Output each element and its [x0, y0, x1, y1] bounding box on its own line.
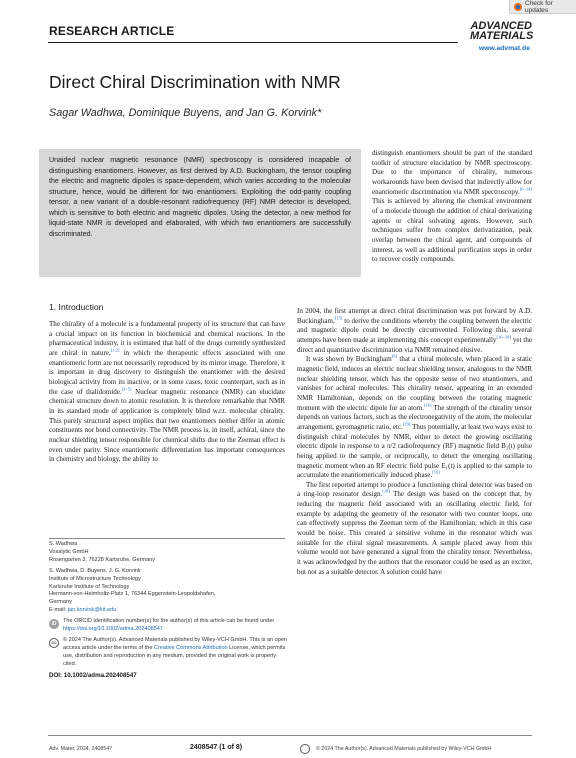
orcid-note: iD The ORCID identification number(s) for the author(s) of this article can be found under https://doi.org/10.1002/adma.202408547: [49, 618, 289, 634]
section-heading-introduction: 1. Introduction: [49, 302, 104, 312]
journal-url-link[interactable]: www.advmat.de: [478, 45, 530, 52]
article-title: Direct Chiral Discrimination with NMR: [49, 72, 341, 92]
citation-link[interactable]: [15]: [334, 315, 343, 321]
right-column-top: [372, 149, 532, 265]
footer-citation: Adv. Mater. 2024, 2408547: [49, 746, 113, 752]
footnote-divider: [49, 538, 285, 539]
copyright-note: cc © 2024 The Author(s). Advanced Materials published by Wiley-VCH GmbH. This is an open access article under the terms of the Creative Commons Attribution License, which permits use, distribution and reproduction in any medium, provided the original work is properly cited.: [49, 637, 289, 669]
intro-paragraph: The chirality of a molecule is a fundamental property of its structure that can have a crucial impact on its function in biochemical and chemical reactions. In the pharmaceutical industry, it is estimated that half of the drugs currently synthesized are chiral in nature,[1,2] in which the therapeutic effects associated with one enantiomeric form are not necessarily reproduced by its mirror image. Therefore, it is important in drug discovery to distinguish the enantiomer with the desired biological activity from its inactive, or in some cases, toxic counterpart, such as in the case of thalidomide.[3–5] Nuclear magnetic resonance (NMR) can elucidate chemical structure down to atomic resolution. It is therefore remarkable that NMR in its standard mode of application is completely blind w.r.t. molecular chirality. This purely structural aspect implies that two enantiomers neither differ in atomic constituents nor bond connectivity. The NMR process is, in itself, achiral, since the nuclear shielding tensor responsible for chemical shifts due to the Zeeman effect is even under parity. Since enantiomeric differentiation has important consequences in chemistry and biology, the ability to: [49, 320, 285, 464]
email-link[interactable]: jan.korvink@kit.edu: [67, 607, 117, 614]
affiliation-1: S. Wadhwa Voxalytic GmbH Rosengarten 3, 76228 Karlsruhe, Germany: [49, 541, 156, 563]
author-list: Sagar Wadhwa, Dominique Buyens, and Jan G. Korvink*: [49, 107, 322, 119]
journal-logo: [470, 22, 532, 41]
footer-divider: [48, 735, 532, 736]
creative-commons-footer-icon: [300, 744, 310, 754]
affiliation-2: S. Wadhwa, D. Buyens, J. G. Korvink Institute of Microstructure Technology Karlsruhe Institute of Technology Hermann-von-Helmholtz-Platz 1, 76344 Eggenstein-Leopoldshafen, Germany E-mail: jan.korvink@kit.edu: [49, 567, 216, 614]
left-column-body: [49, 320, 285, 465]
affiliations-block: [49, 541, 289, 680]
abstract-text: Unaided nuclear magnetic resonance (NMR) spectroscopy is considered incapable of distinguishing enantiomers. However, as first derived by A.D. Buckingham, the tensor coupling the electric and magnetic dipoles is space-dependent, which varies according to the molecular structure, hence, would be different for two enantiomers. Exploiting the odd-parity coupling tensor, a new variant of a double-resonant radiofrequency (RF) NMR detector is developed, which is sensitive to both electric and magnetic dipoles. Using the detector, a new method for liquid-state NMR is developed and elaborated, with which two enantiomers are successfully discriminated.: [49, 157, 351, 238]
paragraph: It was shown by Buckingham[6] that a chiral molecule, when placed in a static magnetic field, induces an electric nuclear shielding tensor, analogous to the NMR nuclear shielding tensor, which has the opposite sense of two enantiomers, and vanishes for achiral molecules. This chirality tensor, appearing in an extended NMR Hamiltonian, depends on the coupling between the rotating magnetic moment with the electric dipole for an atom.[16] The strength of the chirality tensor depends on various factors, such as the electronegativity of the atom, the molecular arrangement, gyromagnetic ratio, etc.[19] Thus potentially, at least two ways exist to distinguish chiral molecules by NMR, either to detect the growing oscillating electric dipole in response to a π/2 radiofrequency (RF) magnetic field B₁(t) pulse being applied to the sample, or reciprocally, to detect the emerging oscillating magnetic moment when an RF electric field pulse E₁(t) is applied to the sample to accumulate the enantiomerically induced phase.[16]: [297, 353, 533, 480]
citation-link[interactable]: [16–18]: [496, 334, 511, 340]
right-column-body: [297, 307, 532, 577]
citation-link[interactable]: [16]: [432, 469, 440, 475]
paragraph: In 2004, the first attempt at direct chiral discrimination was put forward by A.D. Buckingham,[15] to derive the conditions whereby the coupling between the electric and magnetic dipole could be directly circumvented. Following this, several attempts have been made at implementing this concept experimentally[16–18] yet the direct and quantitative discrimination via NMR remained elusive.: [297, 307, 532, 354]
header-divider: [48, 42, 458, 43]
orcid-doi-link[interactable]: https://doi.org/10.1002/adma.202408547: [63, 626, 163, 633]
footer-copyright: © 2024 The Author(s). Advanced Materials published by Wiley-VCH GmbH: [316, 746, 492, 752]
journal-logo-line2: MATERIALS: [470, 29, 534, 42]
citation-link[interactable]: [18]: [382, 489, 390, 495]
citation-link[interactable]: [19]: [402, 421, 411, 427]
creative-commons-link[interactable]: Creative Commons Attribution: [153, 644, 228, 651]
orcid-icon: iD: [49, 619, 59, 629]
creative-commons-icon: cc: [49, 638, 59, 648]
article-doi: DOI: 10.1002/adma.202408547: [49, 671, 137, 679]
section-label: RESEARCH ARTICLE: [49, 24, 175, 38]
citation-link[interactable]: [6–14]: [519, 186, 532, 192]
footer-page-number: 2408547 (1 of 8): [190, 744, 243, 751]
citation-link[interactable]: [16]: [423, 402, 432, 408]
paragraph-continuation: distinguish enantiomers should be part of the standard toolkit of structure elucidation by NMR spectroscopy. Due to the importance of chirality, numerous workarounds have been devised that indirectly allow for enantiomeric discrimination via NMR spectroscopy.[6–14] This is achieved by altering the chemical environment of a molecule through the addition of chiral derivatizing agents or chiral solvating agents. However, such techniques suffer from complex derivatization, peak overlap between the chiral agent, and compounds of interest, as well as additional purification steps in order to recover costly compounds.: [372, 149, 532, 264]
check-updates-label: Check for updates: [525, 0, 553, 14]
check-updates-icon: [514, 3, 522, 11]
check-for-updates-badge[interactable]: [509, 0, 576, 14]
citation-link[interactable]: [1,2]: [110, 347, 120, 353]
citation-link[interactable]: [3–5]: [121, 386, 132, 392]
paragraph: The first reported attempt to produce a functioning chiral detector was based on a ring-loop resonator design.[18] The design was based on the concept that, by reducing the magnetic field associated with an oscillating electric field, for example by adapting the geometry of the resonator with two counter loops, one can effectively suppress the Zeeman term of the Hamiltonian, which in this case would be noise. This created a sensitive volume in the resonator which was suitable for the chiral signal measurements. A sample placed away from this volume would not have generated a signal from the chirality tensor. Nevertheless, it was acknowledged by the authors that the resonator could be used as an exciter, but not as a suitable detector. A solution could have: [297, 480, 532, 576]
citation-link[interactable]: [6]: [391, 353, 398, 359]
journal-logo-line1: ADVANCED: [470, 20, 532, 32]
